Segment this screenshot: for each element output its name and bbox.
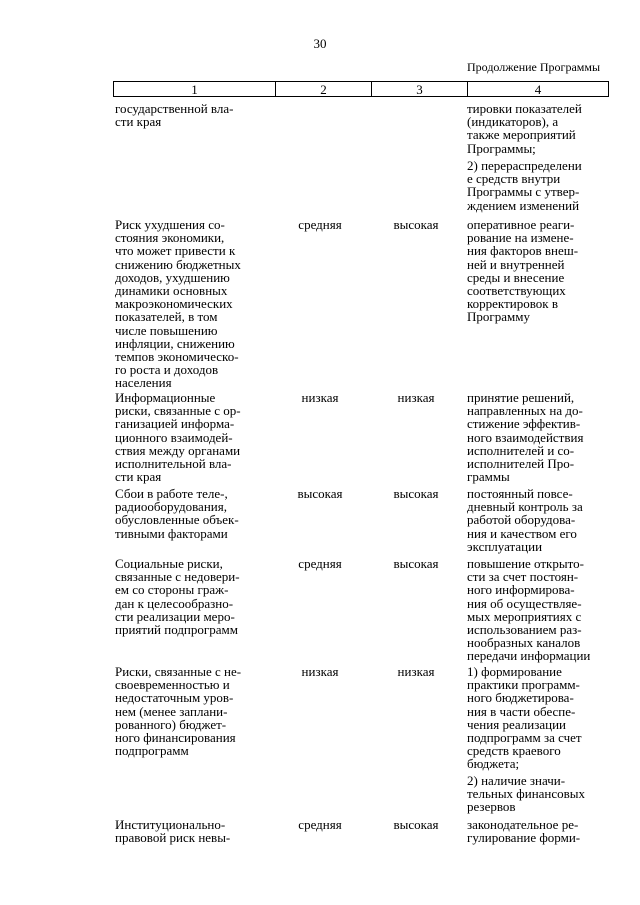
probability-cell: средняя (298, 817, 342, 832)
probability-cell: средняя (298, 556, 342, 571)
impact-cell: низкая (397, 390, 435, 405)
risk-cell: государственной вла- сти края (115, 101, 234, 130)
table-header (113, 81, 609, 97)
header-col-4: 4 (534, 82, 542, 97)
probability-cell: низкая (301, 664, 339, 679)
header-col-2: 2 (276, 82, 372, 96)
measures-cell: постоянный повсе- дневный контроль за работой оборудова- ния и качеством его эксплуатации (467, 486, 583, 554)
risk-cell: Институционально- правовой риск невы- (115, 817, 231, 846)
impact-cell: высокая (393, 817, 439, 832)
impact-cell: низкая (397, 664, 435, 679)
measures-cell: повышение открыто- сти за счет постоян- ного информирова- ния об осуществляе- мых мероприятиях с использованием раз- нообразных каналов передачи информации (467, 556, 591, 664)
impact-cell: высокая (393, 217, 439, 232)
measures-cell: тировки показателей (индикаторов), а также мероприятий Программы; (467, 101, 582, 156)
risk-cell: Социальные риски, связанные с недовери- ем со стороны граж- дан к целесообразно- сти реализации меро- приятий подпрограмм (115, 556, 240, 638)
page-number: 30 (313, 36, 327, 51)
measures-cell: 2) перераспределени е средств внутри Программы с утвер- ждением изменений (467, 158, 582, 213)
risk-cell: Информационные риски, связанные с ор- ганизацией информа- ционного взаимодей- ствия между органами исполнительной вла- сти края (115, 390, 241, 485)
risk-cell: Сбои в работе теле-, радиооборудования, обусловленные объек- тивными факторами (115, 486, 239, 541)
header-col-3: 3 (372, 82, 468, 96)
probability-cell: средняя (298, 217, 342, 232)
impact-cell: высокая (393, 486, 439, 501)
probability-cell: высокая (297, 486, 343, 501)
risk-cell: Риск ухудшения со- стояния экономики, что может привести к снижению бюджетных доходов, ухудшению динамики основных макроэкономических показателей, в том числе повышению инфляции, снижению темпов экономическо- го роста и доходов населения (115, 217, 241, 391)
measures-cell: 1) формирование практики программ- ного бюджетирова- ния в части обеспе- чения реализации подпрограмм за счет средств краевого бюджета; (467, 664, 582, 772)
impact-cell: высокая (393, 556, 439, 571)
measures-cell: принятие решений, направленных на до- стижение эффектив- ного взаимодействия исполнителей и со- исполнителей Про- граммы (467, 390, 584, 485)
measures-cell: 2) наличие значи- тельных финансовых резервов (467, 773, 586, 815)
probability-cell: низкая (301, 390, 339, 405)
continuation-label: Продолжение Программы (467, 60, 601, 74)
header-col-1: 1 (114, 82, 276, 96)
risk-cell: Риски, связанные с не- своевременностью и недостаточным уров- нем (менее заплани- рованного) бюджет- ного финансирования подпрограмм (115, 664, 242, 759)
measures-cell: оперативное реаги- рование на измене- ния факторов внеш- ней и внутренней среды и внесение соответствующих корректировок в Программу (467, 217, 579, 325)
measures-cell: законодательное ре- гулирование форми- (467, 817, 581, 846)
